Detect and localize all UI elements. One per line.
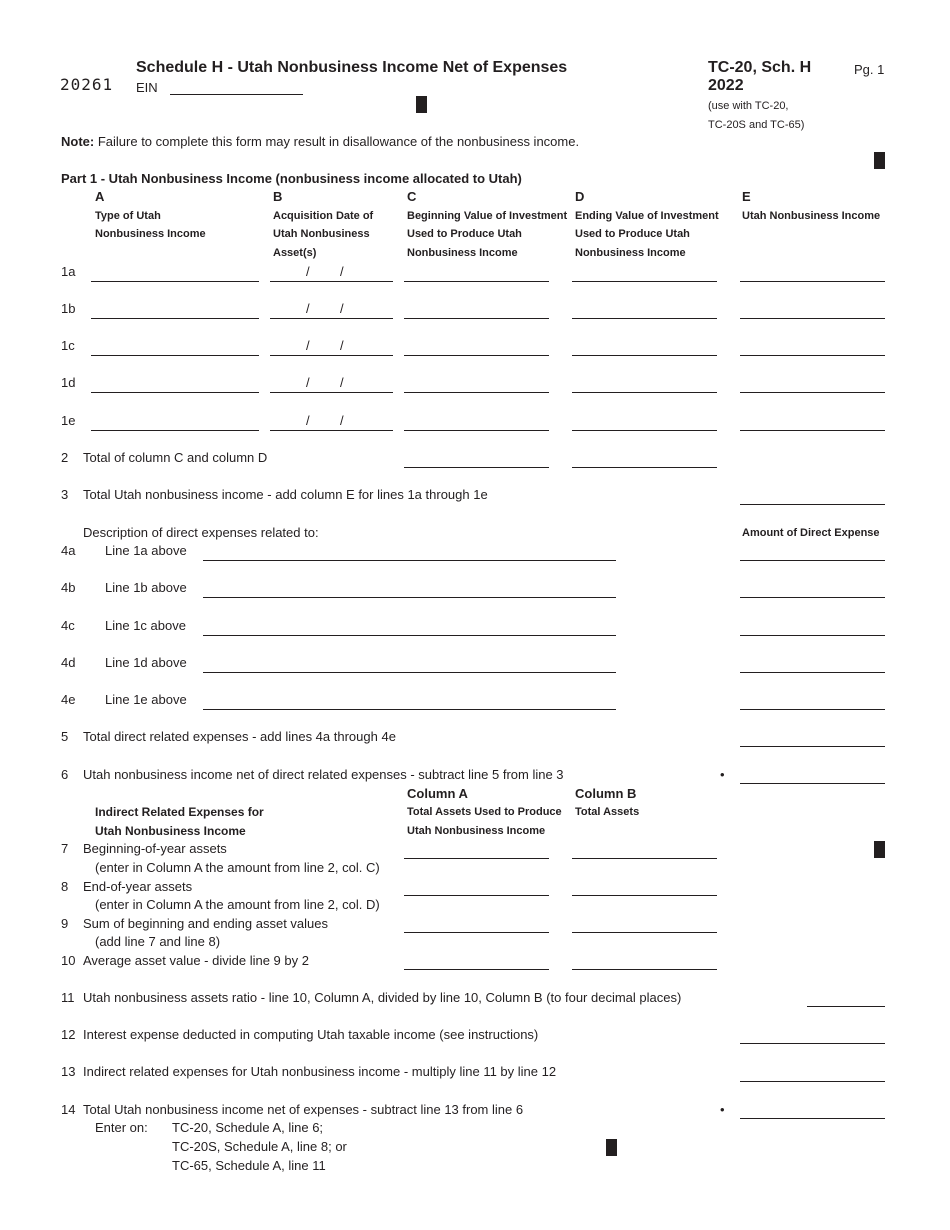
registration-mark <box>874 152 885 169</box>
col-b-label3: Asset(s) <box>273 247 317 259</box>
field-1c-begin[interactable] <box>404 355 549 356</box>
line-num-7: 7 <box>61 841 69 856</box>
date-separator: / <box>340 375 344 390</box>
indirect-heading-2: Utah Nonbusiness Income <box>95 824 246 838</box>
line-9-text: Sum of beginning and ending asset values <box>83 916 329 931</box>
registration-mark <box>606 1139 617 1156</box>
use-with-line2: TC-20S and TC-65) <box>708 119 805 131</box>
line-num-1d: 1d <box>61 375 76 390</box>
line-num-1e: 1e <box>61 413 76 428</box>
col-c-label2: Used to Produce Utah <box>407 228 522 240</box>
bullet: • <box>720 1102 725 1117</box>
column-b-title: Column B <box>575 786 637 801</box>
line-num-3: 3 <box>61 487 69 502</box>
date-separator: / <box>306 375 310 390</box>
field-14[interactable] <box>740 1118 885 1119</box>
field-1b-end[interactable] <box>572 318 717 319</box>
field-1b-date[interactable] <box>270 318 393 319</box>
date-separator: / <box>306 338 310 353</box>
line-4e-text: Line 1e above <box>105 692 187 707</box>
col-e-label1: Utah Nonbusiness Income <box>742 210 881 222</box>
line-num-5: 5 <box>61 729 69 744</box>
field-1c-date[interactable] <box>270 355 393 356</box>
field-2-col-d[interactable] <box>572 467 717 468</box>
line-8-text: End-of-year assets <box>83 879 193 894</box>
line-11-text: Utah nonbusiness assets ratio - line 10, Column A, divided by line 10, Column B (to four decimal places) <box>83 990 682 1005</box>
col-b-label2: Utah Nonbusiness <box>273 228 370 240</box>
note <box>61 134 579 149</box>
field-1d-end[interactable] <box>572 392 717 393</box>
col-c-label3: Nonbusiness Income <box>407 247 518 259</box>
registration-mark <box>416 96 427 113</box>
registration-mark <box>874 841 885 858</box>
field-9-col-b[interactable] <box>572 932 717 933</box>
line-3-text: Total Utah nonbusiness income - add column E for lines 1a through 1e <box>83 487 488 502</box>
ein-field[interactable] <box>170 94 303 95</box>
field-10-col-b[interactable] <box>572 969 717 970</box>
field-10-col-a[interactable] <box>404 969 549 970</box>
line-6-text: Utah nonbusiness income net of direct related expenses - subtract line 5 from line 3 <box>83 767 564 782</box>
line-num-10: 10 <box>61 953 76 968</box>
line-num-14: 14 <box>61 1102 76 1117</box>
indirect-heading-1: Indirect Related Expenses for <box>95 805 264 819</box>
field-1a-end[interactable] <box>572 281 717 282</box>
field-11[interactable] <box>807 1006 885 1007</box>
field-1e-begin[interactable] <box>404 430 549 431</box>
field-1a-income[interactable] <box>740 281 885 282</box>
line-13-text: Indirect related expenses for Utah nonbusiness income - multiply line 11 by line 12 <box>83 1064 557 1079</box>
line-5-text: Total direct related expenses - add lines 4a through 4e <box>83 729 396 744</box>
field-1c-type[interactable] <box>91 355 259 356</box>
field-3[interactable] <box>740 504 885 505</box>
date-separator: / <box>306 264 310 279</box>
col-d-label1: Ending Value of Investment <box>575 210 719 222</box>
field-1c-income[interactable] <box>740 355 885 356</box>
field-7-col-b[interactable] <box>572 858 717 859</box>
line-num-4d: 4d <box>61 655 76 670</box>
line-num-9: 9 <box>61 916 69 931</box>
field-4e-description[interactable] <box>203 709 616 710</box>
line-num-1b: 1b <box>61 301 76 316</box>
column-a-label1: Total Assets Used to Produce <box>407 806 562 818</box>
field-4b-amount[interactable] <box>740 597 885 598</box>
field-1e-date[interactable] <box>270 430 393 431</box>
field-1d-date[interactable] <box>270 392 393 393</box>
field-1e-type[interactable] <box>91 430 259 431</box>
line-9-sub: (add line 7 and line 8) <box>95 934 221 949</box>
field-1e-end[interactable] <box>572 430 717 431</box>
line-4b-text: Line 1b above <box>105 580 187 595</box>
col-letter-e: E <box>742 189 751 204</box>
field-1a-type[interactable] <box>91 281 259 282</box>
field-4b-description[interactable] <box>203 597 616 598</box>
page-number: Pg. 1 <box>854 62 885 77</box>
field-1e-income[interactable] <box>740 430 885 431</box>
form-id: TC-20, Sch. H <box>708 59 812 76</box>
column-a-label2: Utah Nonbusiness Income <box>407 825 546 837</box>
field-9-col-a[interactable] <box>404 932 549 933</box>
field-4c-description[interactable] <box>203 635 616 636</box>
col-d-label2: Used to Produce Utah <box>575 228 690 240</box>
col-a-label1: Type of Utah <box>95 210 161 222</box>
line-num-4c: 4c <box>61 618 75 633</box>
line-7-sub: (enter in Column A the amount from line 2, col. C) <box>95 860 380 875</box>
date-separator: / <box>340 413 344 428</box>
line-num-8: 8 <box>61 879 69 894</box>
field-1d-income[interactable] <box>740 392 885 393</box>
line-14-text: Total Utah nonbusiness income net of expenses - subtract line 13 from line 6 <box>83 1102 524 1117</box>
col-c-label1: Beginning Value of Investment <box>407 210 568 222</box>
line-2-text: Total of column C and column D <box>83 450 268 465</box>
line-num-12: 12 <box>61 1027 76 1042</box>
line-4-intro: Description of direct expenses related to: <box>83 525 319 540</box>
line-num-4e: 4e <box>61 692 76 707</box>
ein-label: EIN <box>136 80 158 95</box>
field-4d-amount[interactable] <box>740 672 885 673</box>
column-b-label1: Total Assets <box>575 806 640 818</box>
line-num-6: 6 <box>61 767 69 782</box>
field-12[interactable] <box>740 1043 885 1044</box>
date-separator: / <box>340 301 344 316</box>
field-1d-type[interactable] <box>91 392 259 393</box>
field-13[interactable] <box>740 1081 885 1082</box>
field-1d-begin[interactable] <box>404 392 549 393</box>
enter-on-tc20s: TC-20S, Schedule A, line 8; or <box>172 1139 347 1154</box>
field-4d-description[interactable] <box>203 672 616 673</box>
enter-on-tc65: TC-65, Schedule A, line 11 <box>172 1158 326 1173</box>
field-1b-type[interactable] <box>91 318 259 319</box>
column-a-title: Column A <box>407 786 468 801</box>
line-num-1c: 1c <box>61 338 75 353</box>
field-1a-begin[interactable] <box>404 281 549 282</box>
line-num-4b: 4b <box>61 580 76 595</box>
col-letter-d: D <box>575 189 585 204</box>
field-6[interactable] <box>740 783 885 784</box>
field-1a-date[interactable] <box>270 281 393 282</box>
col-letter-c: C <box>407 189 417 204</box>
form-year: 2022 <box>708 77 744 94</box>
enter-on-tc20: TC-20, Schedule A, line 6; <box>172 1120 324 1135</box>
line-4a-text: Line 1a above <box>105 543 187 558</box>
field-1b-income[interactable] <box>740 318 885 319</box>
line-12-text: Interest expense deducted in computing Utah taxable income (see instructions) <box>83 1027 539 1042</box>
field-8-col-b[interactable] <box>572 895 717 896</box>
field-1c-end[interactable] <box>572 355 717 356</box>
col-d-label3: Nonbusiness Income <box>575 247 686 259</box>
col-letter-a: A <box>95 189 105 204</box>
col-b-label1: Acquisition Date of <box>273 210 374 222</box>
field-7-col-a[interactable] <box>404 858 549 859</box>
line-4c-text: Line 1c above <box>105 618 186 633</box>
date-separator: / <box>306 413 310 428</box>
date-separator: / <box>340 264 344 279</box>
field-4a-description[interactable] <box>203 560 616 561</box>
line-4d-text: Line 1d above <box>105 655 187 670</box>
note-label: Note: <box>61 134 95 149</box>
field-4e-amount[interactable] <box>740 709 885 710</box>
line-num-2: 2 <box>61 450 69 465</box>
field-4a-amount[interactable] <box>740 560 885 561</box>
line-num-11: 11 <box>61 990 75 1005</box>
amount-direct-expense-header: Amount of Direct Expense <box>742 527 880 539</box>
date-separator: / <box>306 301 310 316</box>
field-1b-begin[interactable] <box>404 318 549 319</box>
field-8-col-a[interactable] <box>404 895 549 896</box>
line-num-1a: 1a <box>61 264 76 279</box>
form-code: 20261 <box>60 75 114 94</box>
field-5[interactable] <box>740 746 885 747</box>
form-title: Schedule H - Utah Nonbusiness Income Net of Expenses <box>136 59 568 76</box>
bullet: • <box>720 767 725 782</box>
line-10-text: Average asset value - divide line 9 by 2 <box>83 953 309 968</box>
line-num-4a: 4a <box>61 543 76 558</box>
note-text: Failure to complete this form may result in disallowance of the nonbusiness income. <box>97 134 580 149</box>
use-with-line1: (use with TC-20, <box>708 100 789 112</box>
field-4c-amount[interactable] <box>740 635 885 636</box>
enter-on-label: Enter on: <box>95 1120 148 1135</box>
date-separator: / <box>340 338 344 353</box>
col-a-label2: Nonbusiness Income <box>95 228 206 240</box>
line-8-sub: (enter in Column A the amount from line 2, col. D) <box>95 897 380 912</box>
line-num-13: 13 <box>61 1064 76 1079</box>
line-7-text: Beginning-of-year assets <box>83 841 227 856</box>
part1-heading: Part 1 - Utah Nonbusiness Income (nonbusiness income allocated to Utah) <box>61 171 522 186</box>
col-letter-b: B <box>273 189 283 204</box>
field-2-col-c[interactable] <box>404 467 549 468</box>
